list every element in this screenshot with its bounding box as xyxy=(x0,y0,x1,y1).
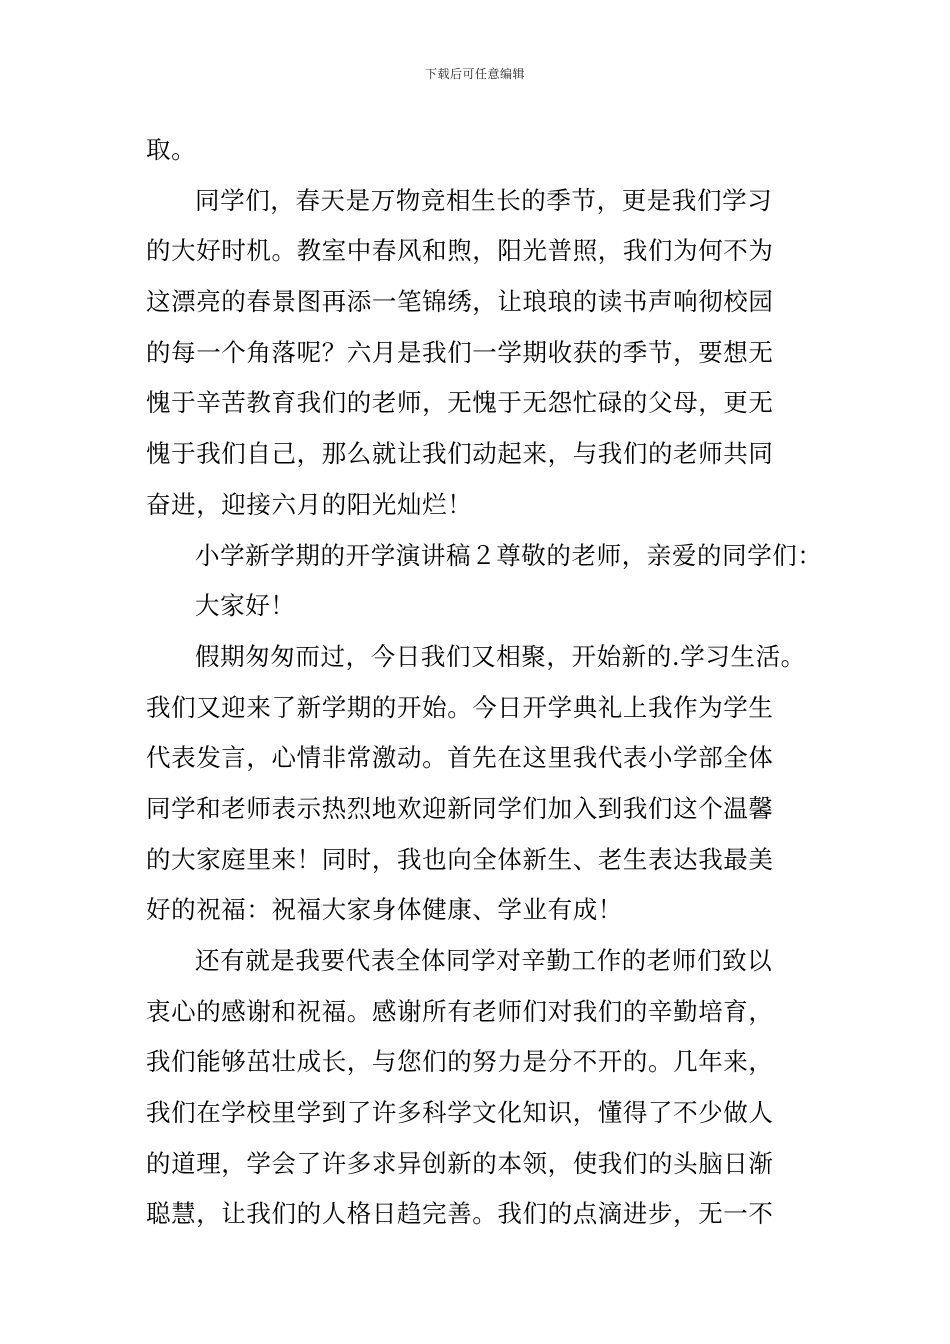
text-line: 代表发言，心情非常激动。首先在这里我代表小学部全体 xyxy=(146,743,774,773)
text-line: 好的祝福：祝福大家身体健康、学业有成！ xyxy=(146,895,623,925)
text-line: 奋进，迎接六月的阳光灿烂！ xyxy=(146,489,473,519)
text-line: 聪慧，让我们的人格日趋完善。我们的点滴进步，无一不 xyxy=(146,1199,774,1229)
text-line: 愧于我们自己，那么就让我们动起来，与我们的老师共同 xyxy=(146,439,774,469)
document-body xyxy=(146,131,836,1246)
text-line: 我们又迎来了新学期的开始。今日开学典礼上我作为学生 xyxy=(146,692,774,722)
text-line: 的道理，学会了许多求异创新的本领，使我们的头脑日渐 xyxy=(146,1148,774,1178)
text-line: 的大好时机。教室中春风和煦，阳光普照，我们为何不为 xyxy=(146,236,774,266)
text-line: 的大家庭里来！同时，我也向全体新生、老生表达我最美 xyxy=(146,844,774,874)
text-line: 衷心的感谢和祝福。感谢所有老师们对我们的辛勤培育， xyxy=(146,996,774,1026)
section-heading-line: 小学新学期的开学演讲稿２尊敬的老师，亲爱的同学们： xyxy=(195,540,823,570)
greeting-line: 大家好！ xyxy=(195,591,296,621)
page-header: 下载后可任意编辑 xyxy=(424,67,525,81)
text-line: 同学和老师表示热烈地欢迎新同学们加入到我们这个温馨 xyxy=(146,793,774,823)
text-line: 我们能够茁壮成长，与您们的努力是分不开的。几年来， xyxy=(146,1047,774,1077)
text-line: 取。 xyxy=(146,135,197,164)
text-line: 我们在学校里学到了许多科学文化知识，懂得了不少做人 xyxy=(146,1098,774,1128)
text-line: 这漂亮的春景图再添一笔锦绣，让琅琅的读书声响彻校园 xyxy=(146,287,774,317)
text-line: 同学们，春天是万物竞相生长的季节，更是我们学习 xyxy=(195,185,773,215)
text-line: 假期匆匆而过，今日我们又相聚，开始新的.学习生活。 xyxy=(195,641,806,671)
text-line: 愧于辛苦教育我们的老师，无愧于无怨忙碌的父母，更无 xyxy=(146,388,774,418)
text-line: 的每一个角落呢？六月是我们一学期收获的季节，要想无 xyxy=(146,337,774,367)
text-line: 还有就是我要代表全体同学对辛勤工作的老师们致以 xyxy=(195,946,773,975)
